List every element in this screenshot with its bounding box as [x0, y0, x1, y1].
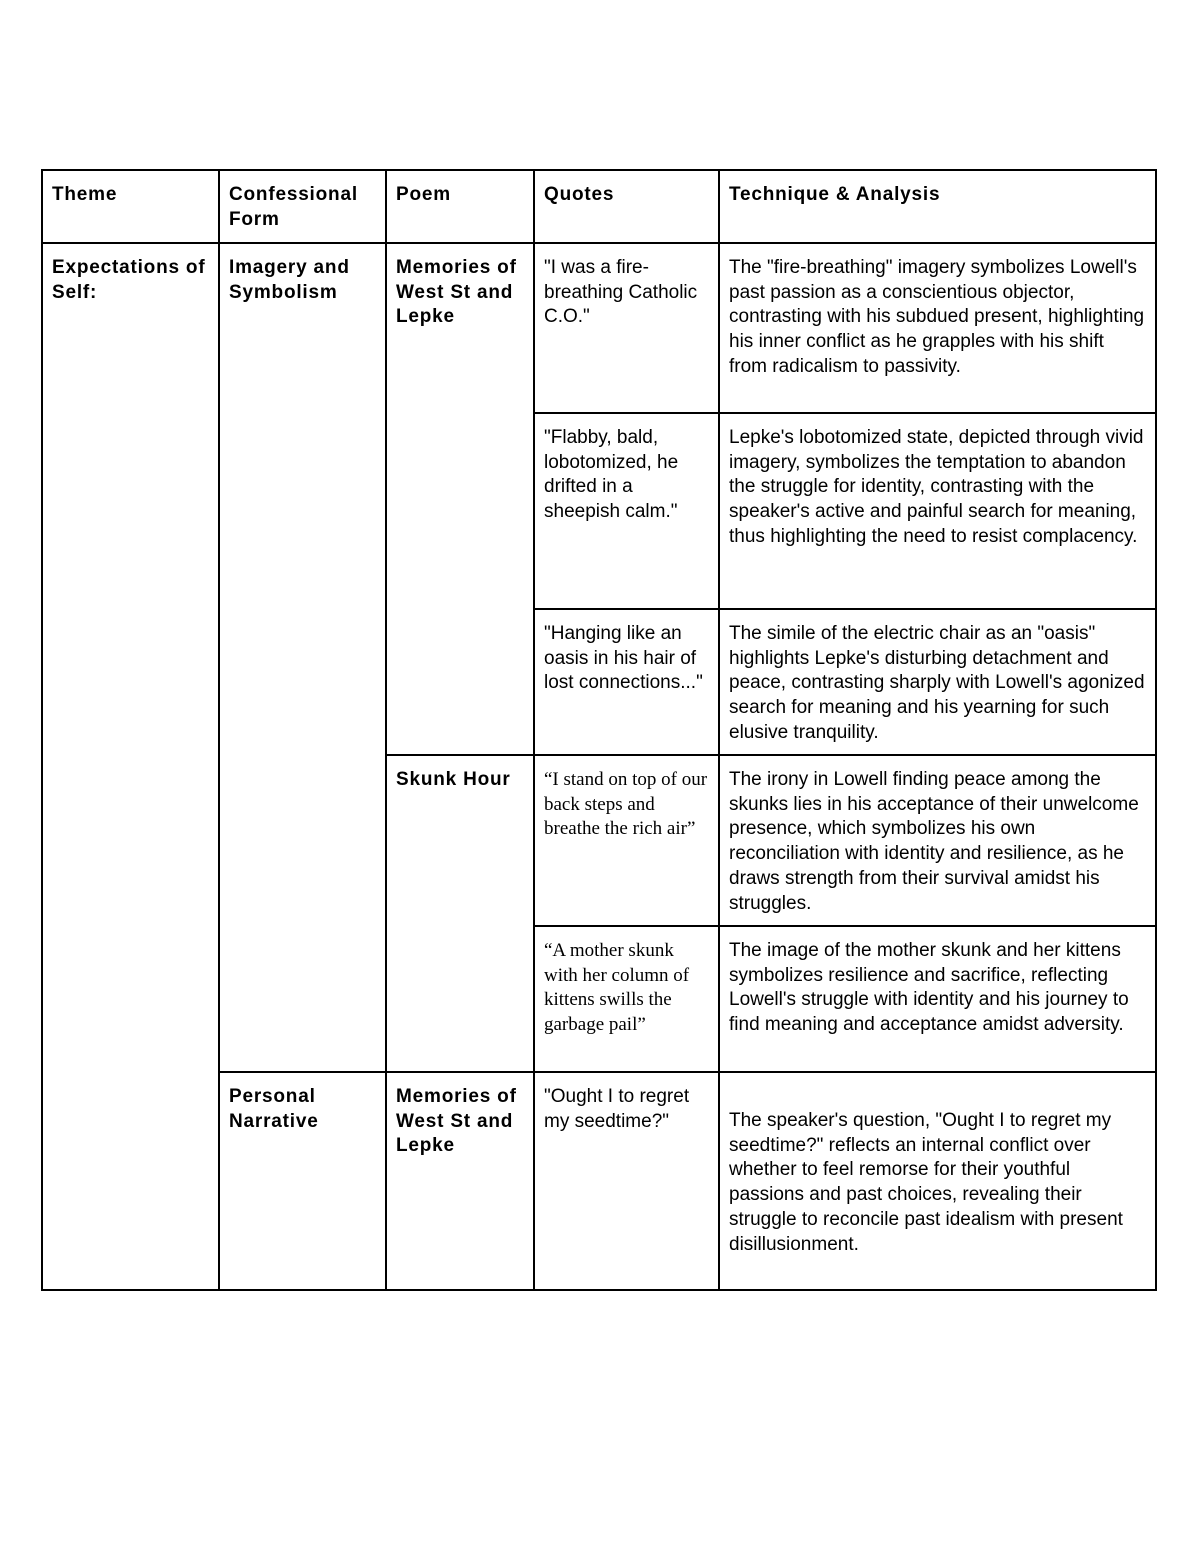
header-theme: Theme	[42, 170, 219, 243]
theme-cell: Expectations of Self:	[42, 243, 219, 1290]
analysis-cell: Lepke's lobotomized state, depicted through vivid imagery, symbolizes the temptation to abandon the struggle for identity, contrasting with the speaker's active and painful search for meaning, thus highlighting the need to resist complacency.	[719, 413, 1156, 609]
header-poem: Poem	[386, 170, 534, 243]
quote-cell: "Ought I to regret my seedtime?"	[534, 1072, 719, 1290]
quote-cell: "Hanging like an oasis in his hair of lost connections..."	[534, 609, 719, 755]
header-confessional-form: Confessional Form	[219, 170, 386, 243]
analysis-cell: The speaker's question, "Ought I to regret my seedtime?" reflects an internal conflict over whether to feel remorse for their youthful passions and past choices, revealing their struggle to reconcile past idealism with present disillusionment.	[719, 1072, 1156, 1290]
analysis-cell: The simile of the electric chair as an "oasis" highlights Lepke's disturbing detachment and peace, contrasting sharply with Lowell's agonized search for meaning and his yearning for such elusive tranquility.	[719, 609, 1156, 755]
poem-cell-skunk-hour: Skunk Hour	[386, 755, 534, 1072]
quote-cell: "I was a fire-breathing Catholic C.O."	[534, 243, 719, 413]
analysis-cell: The "fire-breathing" imagery symbolizes Lowell's past passion as a conscientious objector, contrasting with his subdued present, highlighting his inner conflict as he grapples with his shift from radicalism to passivity.	[719, 243, 1156, 413]
header-row	[42, 170, 1156, 243]
header-quotes: Quotes	[534, 170, 719, 243]
quote-cell: “I stand on top of our back steps and breathe the rich air”	[534, 755, 719, 926]
analysis-table	[41, 169, 1157, 1291]
poem-cell-memories: Memories of West St and Lepke	[386, 1072, 534, 1290]
table-row	[42, 243, 1156, 413]
form-cell-personal-narrative: Personal Narrative	[219, 1072, 386, 1290]
quote-cell: "Flabby, bald, lobotomized, he drifted in a sheepish calm."	[534, 413, 719, 609]
analysis-cell: The irony in Lowell finding peace among the skunks lies in his acceptance of their unwelcome presence, which symbolizes his own reconciliation with identity and resilience, as he draws strength from their survival amidst his struggles.	[719, 755, 1156, 926]
quote-cell: “A mother skunk with her column of kittens swills the garbage pail”	[534, 926, 719, 1072]
form-cell-imagery: Imagery and Symbolism	[219, 243, 386, 1072]
header-technique-analysis: Technique & Analysis	[719, 170, 1156, 243]
analysis-cell: The image of the mother skunk and her kittens symbolizes resilience and sacrifice, reflecting Lowell's struggle with identity and his journey to find meaning and acceptance amidst adversity.	[719, 926, 1156, 1072]
poem-cell-memories: Memories of West St and Lepke	[386, 243, 534, 755]
